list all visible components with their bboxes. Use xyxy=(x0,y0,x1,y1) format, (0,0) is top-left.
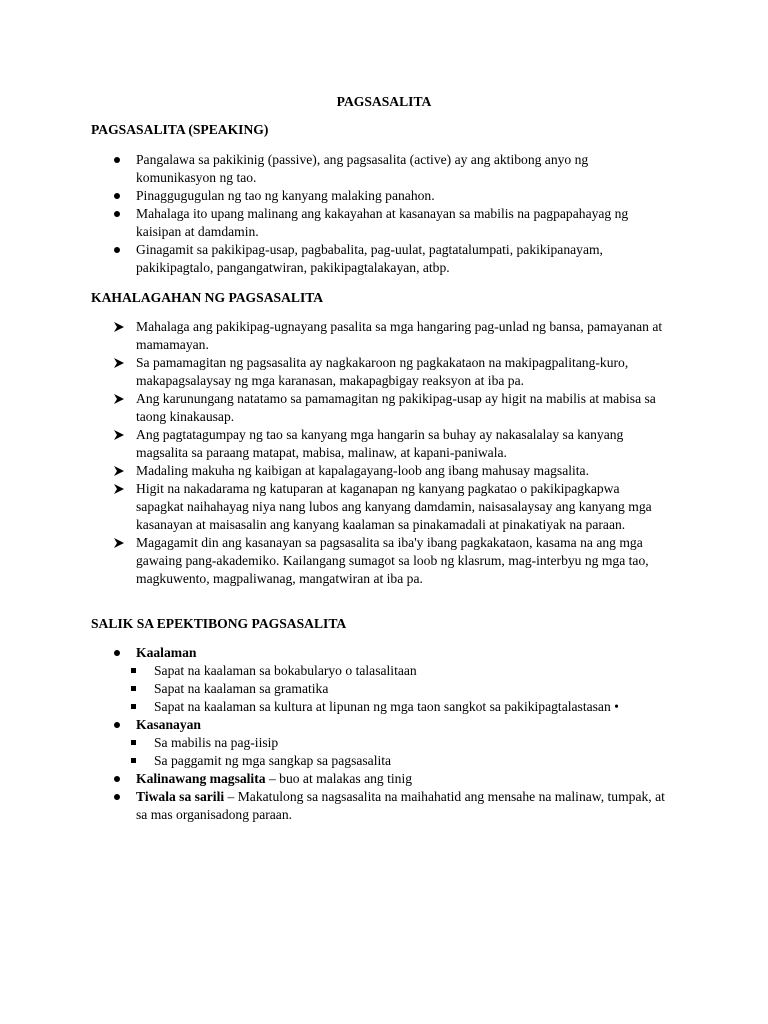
sub-list-item: Sa paggamit ng mga sangkap sa pagsasalita xyxy=(0,752,674,770)
list-item: Pinaggugugulan ng tao ng kanyang malaking panahon. xyxy=(136,188,435,203)
list-item: Ginagamit sa pakikipag-usap, pagbabalita, pag-uulat, pagtatalumpati, pakikipanayam, pakikipagtalo, pangangatwiran, pakikipagtalakayan, atbp. xyxy=(136,242,603,275)
section-heading-speaking: PAGSASALITA (SPEAKING) xyxy=(91,122,269,137)
square-bullet-icon xyxy=(131,740,136,745)
speaking-list xyxy=(0,151,768,277)
square-bullet-icon xyxy=(131,758,136,763)
salik-list xyxy=(0,644,768,824)
list-item-kaalaman: Kaalaman xyxy=(136,645,197,660)
list-item: Ang karunungang natatamo sa pamamagitan ng pakikipag-usap ay higit na mabilis at mabisa sa taong kinakausap. xyxy=(0,390,666,426)
list-item-kalinawan: Kalinawang magsalita – buo at malakas ang tinig xyxy=(136,771,413,786)
list-item: Pangalawa sa pakikinig (passive), ang pagsasalita (active) ay ang aktibong anyo ng komunikasyon ng tao. xyxy=(136,152,589,185)
list-item: Ang pagtatagumpay ng tao sa kanyang mga hangarin sa buhay ay nakasalalay sa kanyang magsalita sa paraang matapat, mabisa, malinaw, at kapani-paniwala. xyxy=(0,426,666,462)
list-item-kasanayan: Kasanayan xyxy=(136,717,201,732)
list-item-tiwala: Tiwala sa sarili – Makatulong sa nagsasalita na maihahatid ang mensahe na malinaw, tumpak, at sa mas organisadong paraan. xyxy=(136,789,665,822)
section-heading-kahalagahan: KAHALAGAHAN NG PAGSASALITA xyxy=(91,290,324,305)
kahalagahan-list xyxy=(0,318,768,588)
document-title: PAGSASALITA xyxy=(336,94,432,109)
sub-list-item: Sapat na kaalaman sa kultura at lipunan ng mga taon sangkot sa pakikipagtalastasan • xyxy=(0,698,714,716)
sub-list-item: Sa mabilis na pag-iisip xyxy=(0,734,674,752)
square-bullet-icon xyxy=(131,686,136,691)
list-item: Mahalaga ito upang malinang ang kakayahan at kasanayan sa mabilis na pagpapahayag ng kaisipan at damdamin. xyxy=(136,206,629,239)
list-item: Magagamit din ang kasanayan sa pagsasalita sa iba'y ibang pagkakataon, kasama na ang mga gawaing pang-akademiko. Kailangang sumagot sa loob ng klasrum, mag-interbyu ng mga tao, magkuwento, magpaliwanag, mangatwiran at iba pa. xyxy=(0,534,666,588)
list-item: Mahalaga ang pakikipag-ugnayang pasalita sa mga hangaring pag-unlad ng bansa, pamayanan at mamamayan. xyxy=(0,318,666,354)
list-item: Madaling makuha ng kaibigan at kapalagayang-loob ang ibang mahusay magsalita. xyxy=(0,462,666,480)
list-item: Higit na nakadarama ng katuparan at kaganapan ng kanyang pagkatao o pakikipagkapwa sapagkat naihahayag niya nang lubos ang kanyang damdamin, naisasalaysay ang kanyang mga kasanayan at maisasalin ang kanyang kaalaman sa pinakamadali at pinakatiyak na paraan. xyxy=(0,480,666,534)
square-bullet-icon xyxy=(131,704,136,709)
sub-list-item: Sapat na kaalaman sa bokabularyo o talasalitaan xyxy=(0,662,674,680)
square-bullet-icon xyxy=(131,668,136,673)
list-item: Sa pamamagitan ng pagsasalita ay nagkakaroon ng pagkakataon na makipagpalitang-kuro, makapagsalaysay ng mga karanasan, makapagbigay reaksyon at iba pa. xyxy=(0,354,666,390)
section-heading-salik: SALIK SA EPEKTIBONG PAGSASALITA xyxy=(91,616,347,631)
sub-list-item: Sapat na kaalaman sa gramatika xyxy=(0,680,674,698)
